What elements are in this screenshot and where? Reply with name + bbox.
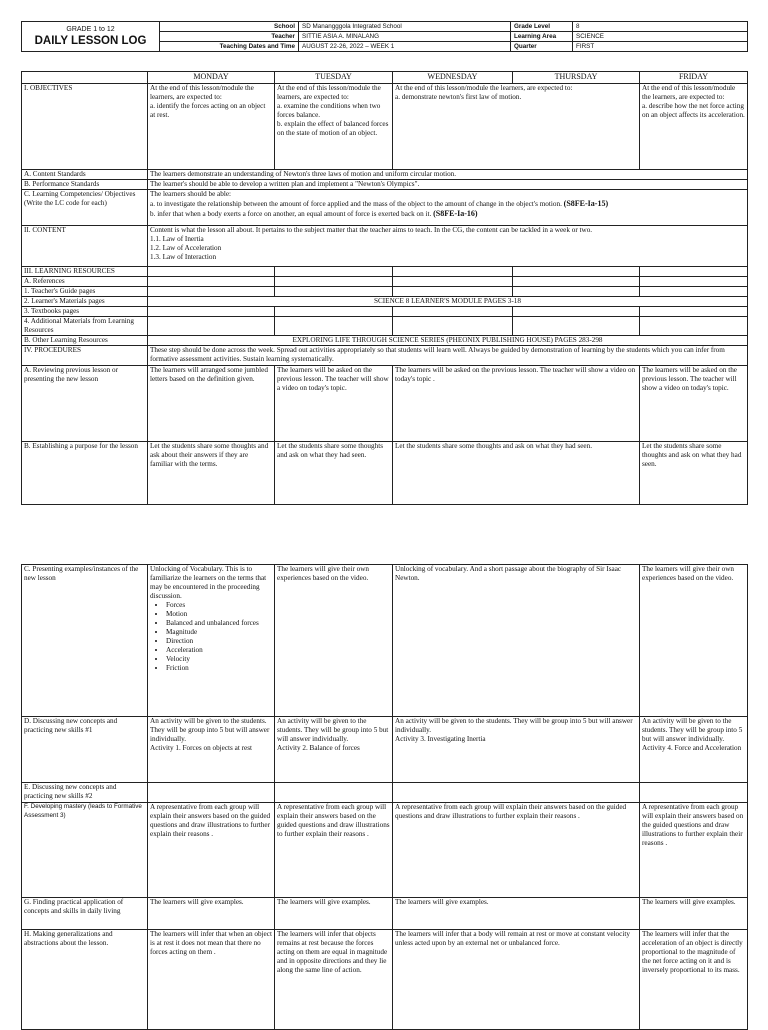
learning-area-label: Learning Area: [511, 32, 573, 42]
empty-cell: [640, 277, 748, 287]
proc-f-friday: A representative from each group will explain their answers based on the guided questions and draw illustrations to further explain their reasons .: [640, 803, 748, 898]
other-resources-label: B. Other Learning Resources: [22, 336, 148, 346]
proc-g-wed-thu: The learners will give examples.: [393, 898, 640, 930]
teacher-label: Teacher: [160, 32, 299, 42]
empty-cell: [513, 307, 640, 317]
empty-cell: [393, 287, 513, 297]
content-label: II. CONTENT: [22, 226, 148, 267]
proc-g-monday: The learners will give examples.: [148, 898, 275, 930]
day-wednesday: WEDNESDAY: [393, 72, 513, 84]
school-value: SD Manangggola Integrated School: [299, 22, 511, 32]
proc-f-label: F. Developing mastery (leads to Formative Assessment 3): [22, 803, 148, 898]
proc-c-monday: [148, 565, 275, 717]
vocabulary-item: • Magnitude: [166, 628, 272, 637]
page-title: DAILY LESSON LOG: [34, 34, 147, 47]
proc-c-friday: The learners will give their own experiences based on the video.: [640, 565, 748, 717]
textbooks-label: 3. Textbooks pages: [22, 307, 148, 317]
competency-a-text: a. to investigate the relationship between the amount of force applied and the mass of the object to the amount of change in the object's motion.: [150, 200, 562, 208]
grade-range: GRADE 1 to 12: [66, 25, 115, 33]
empty-cell: [640, 307, 748, 317]
empty-cell: [148, 783, 275, 803]
vocabulary-item: • Velocity: [166, 655, 272, 664]
content-item: 1.2. Law of Acceleration: [150, 244, 222, 252]
empty-cell: [393, 277, 513, 287]
empty-cell: [640, 267, 748, 277]
proc-d-label: D. Discussing new concepts and practicing new skills #1: [22, 717, 148, 783]
objectives-tuesday: At the end of this lesson/module the learners, are expected to: a. examine the conditions when two forces balance. b. explain the effect of balanced forces on the state of motion of an object.: [275, 84, 393, 170]
day-friday: FRIDAY: [640, 72, 748, 84]
content-description: Content is what the lesson all about. It pertains to the subject matter that the teacher aims to teach. In the CG, the content can be tackled in a week or two.: [150, 226, 593, 234]
objectives-wed-thu: At the end of this lesson/module the learners, are expected to: a. demonstrate newton's first law of motion.: [393, 84, 640, 170]
empty-cell: [513, 317, 640, 336]
proc-a-friday: The learners will be asked on the previous lesson. The teacher will show a video on today's topic.: [640, 366, 748, 442]
empty-cell: [393, 267, 513, 277]
proc-f-monday: A representative from each group will explain their answers based on the guided questions and draw illustrations to further explain their reasons .: [148, 803, 275, 898]
proc-c-monday-text: Unlocking of Vocabulary. This is to familiarize the learners on the terms that may be encountered in the proceeding discussion.: [150, 565, 267, 600]
school-label: School: [160, 22, 299, 32]
proc-h-label: H. Making generalizations and abstractions about the lesson.: [22, 930, 148, 1030]
proc-a-wed-thu: The learners will be asked on the previous lesson. The teacher will show a video on today's topic .: [393, 366, 640, 442]
lesson-table-page-1: [21, 71, 748, 505]
competencies-intro: The learners should be able:: [150, 190, 232, 198]
proc-b-label: B. Establishing a purpose for the lesson: [22, 442, 148, 505]
vocabulary-list: [150, 601, 272, 673]
empty-cell: [513, 267, 640, 277]
performance-standards-label: B. Performance Standards: [22, 180, 148, 190]
empty-cell: [640, 783, 748, 803]
proc-c-wed-thu: Unlocking of vocabulary. And a short passage about the biography of Sir Isaac Newton.: [393, 565, 640, 717]
vocabulary-item: • Forces: [166, 601, 272, 610]
content-standards-value: The learners demonstrate an understanding of Newton's three laws of motion and uniform circular motion.: [148, 170, 748, 180]
other-resources-value: EXPLORING LIFE THROUGH SCIENCE SERIES (PHEONIX PUBLISHING HOUSE) PAGES 283-298: [148, 336, 748, 346]
empty-cell: [275, 267, 393, 277]
proc-c-tuesday: The learners will give their own experiences based on the video.: [275, 565, 393, 717]
dates-value: AUGUST 22-26, 2022 – WEEK 1: [299, 42, 511, 52]
learning-area-value: SCIENCE: [573, 32, 748, 42]
content-item: 1.3. Law of Interaction: [150, 253, 217, 261]
vocabulary-item: • Friction: [166, 664, 272, 673]
resources-label: III. LEARNING RESOURCES: [22, 267, 148, 277]
day-tuesday: TUESDAY: [275, 72, 393, 84]
empty-cell: [148, 267, 275, 277]
empty-cell: [513, 277, 640, 287]
proc-b-monday: Let the students share some thoughts and ask about their answers if they are familiar with the terms.: [148, 442, 275, 505]
proc-h-tuesday: The learners will infer that objects remains at rest because the forces acting on them are equal in magnitude and in opposite directions and they lie along the same line of action.: [275, 930, 393, 1030]
proc-g-friday: The learners will give examples.: [640, 898, 748, 930]
grade-level-label: Grade Level: [511, 22, 573, 32]
proc-g-label: G. Finding practical application of concepts and skills in daily living: [22, 898, 148, 930]
objectives-monday: At the end of this lesson/module the learners, are expected to: a. identify the forces acting on an object at rest.: [148, 84, 275, 170]
proc-c-label: C. Presenting examples/instances of the new lesson: [22, 565, 148, 717]
empty-cell: [148, 277, 275, 287]
proc-b-friday: Let the students share some thoughts and ask on what they had seen.: [640, 442, 748, 505]
proc-d-tuesday: An activity will be given to the students. They will be group into 5 but will answer individually. Activity 2. Balance of forces: [275, 717, 393, 783]
empty-cell: [148, 307, 275, 317]
empty-cell: [275, 287, 393, 297]
competencies-value: [148, 190, 748, 226]
log-title: [22, 22, 160, 52]
proc-f-wed-thu: A representative from each group will explain their answers based on the guided questions and draw illustrations to further explain their reasons .: [393, 803, 640, 898]
quarter-label: Quarter: [511, 42, 573, 52]
empty-cell: [393, 783, 640, 803]
empty-cell: [275, 783, 393, 803]
proc-a-label: A. Reviewing previous lesson or presenting the new lesson: [22, 366, 148, 442]
competency-a: [150, 199, 745, 209]
day-monday: MONDAY: [148, 72, 275, 84]
vocabulary-item: • Balanced and unbalanced forces: [166, 619, 272, 628]
empty-cell: [275, 277, 393, 287]
proc-g-tuesday: The learners will give examples.: [275, 898, 393, 930]
learners-materials-value: SCIENCE 8 LEARNER'S MODULE PAGES 3-18: [148, 297, 748, 307]
empty-cell: [148, 317, 275, 336]
references-label: A. References: [22, 277, 148, 287]
proc-d-monday: An activity will be given to the students. They will be group into 5 but will answer individually. Activity 1. Forces on objects at rest: [148, 717, 275, 783]
competencies-label: C. Learning Competencies/ Objectives (Write the LC code for each): [22, 190, 148, 226]
dates-label: Teaching Dates and Time: [160, 42, 299, 52]
objectives-label: I. OBJECTIVES: [22, 84, 148, 170]
proc-h-friday: The learners will infer that the acceleration of an object is directly proportional to the magnitude of the net force acting on it and is inversely proportional to its mass.: [640, 930, 748, 1030]
proc-e-label: E. Discussing new concepts and practicing new skills #2: [22, 783, 148, 803]
additional-materials-label: 4. Additional Materials from Learning Resources: [22, 317, 148, 336]
empty-cell: [513, 287, 640, 297]
content-standards-label: A. Content Standards: [22, 170, 148, 180]
empty-cell: [275, 307, 393, 317]
proc-a-tuesday: The learners will be asked on the previous lesson. The teacher will show a video on today's topic.: [275, 366, 393, 442]
day-thursday: THURSDAY: [513, 72, 640, 84]
proc-f-tuesday: A representative from each group will explain their answers based on the guided questions and draw illustrations to further explain their reasons .: [275, 803, 393, 898]
empty-cell: [148, 287, 275, 297]
empty-cell: [640, 317, 748, 336]
empty-cell: [393, 317, 513, 336]
proc-d-friday: An activity will be given to the students. They will be group into 5 but will answer individually. Activity 4. Force and Acceleration: [640, 717, 748, 783]
competency-b: [150, 209, 745, 219]
proc-h-monday: The learners will infer that when an object is at rest it does not mean that there no forces acting on them .: [148, 930, 275, 1030]
performance-standards-value: The learner's should be able to develop a written plan and implement a "Newton's Olympics".: [148, 180, 748, 190]
header-table: [21, 21, 748, 52]
proc-a-monday: The learners will arranged some jumbled letters based on the definition given.: [148, 366, 275, 442]
empty-cell: [393, 307, 513, 317]
proc-b-tuesday: Let the students share some thoughts and ask on what they had seen.: [275, 442, 393, 505]
quarter-value: FIRST: [573, 42, 748, 52]
proc-h-wed-thu: The learners will infer that a body will remain at rest or move at constant velocity unless acted upon by an external net or unbalanced force.: [393, 930, 640, 1030]
content-item: 1.1. Law of Inertia: [150, 235, 204, 243]
procedures-label: IV. PROCEDURES: [22, 346, 148, 366]
lesson-table-page-2: [21, 564, 748, 1030]
teacher-value: SITTIE ASIA A. MINALANG: [299, 32, 511, 42]
procedures-value: These step should be done across the week. Spread out activities appropriately so that students will learn well. Always be guided by demonstration of learning by the students which you can infer from formative assessment activities. Sustain learning systematically.: [148, 346, 748, 366]
teachers-guide-label: 1. Teacher's Guide pages: [22, 287, 148, 297]
objectives-friday: At the end of this lesson/module the learners, are expected to: a. describe how the net force acting on an object affects its acceleration.: [640, 84, 748, 170]
vocabulary-item: • Acceleration: [166, 646, 272, 655]
empty-cell: [275, 317, 393, 336]
vocabulary-item: • Motion: [166, 610, 272, 619]
competency-b-text: b. infer that when a body exerts a force on another, an equal amount of force is exerted back on it.: [150, 210, 432, 218]
proc-b-wed-thu: Let the students share some thoughts and ask on what they had seen.: [393, 442, 640, 505]
competency-a-code: (S8FE-Ia-15): [563, 199, 609, 208]
vocabulary-item: • Direction: [166, 637, 272, 646]
corner-cell: [22, 72, 148, 84]
content-value: [148, 226, 748, 267]
competency-b-code: (S8FE-Ia-16): [433, 209, 478, 218]
learners-materials-label: 2. Learner's Materials pages: [22, 297, 148, 307]
grade-level-value: 8: [573, 22, 748, 32]
empty-cell: [640, 287, 748, 297]
proc-d-wed-thu: An activity will be given to the students. They will be group into 5 but will answer individually. Activity 3. Investigating Inertia: [393, 717, 640, 783]
